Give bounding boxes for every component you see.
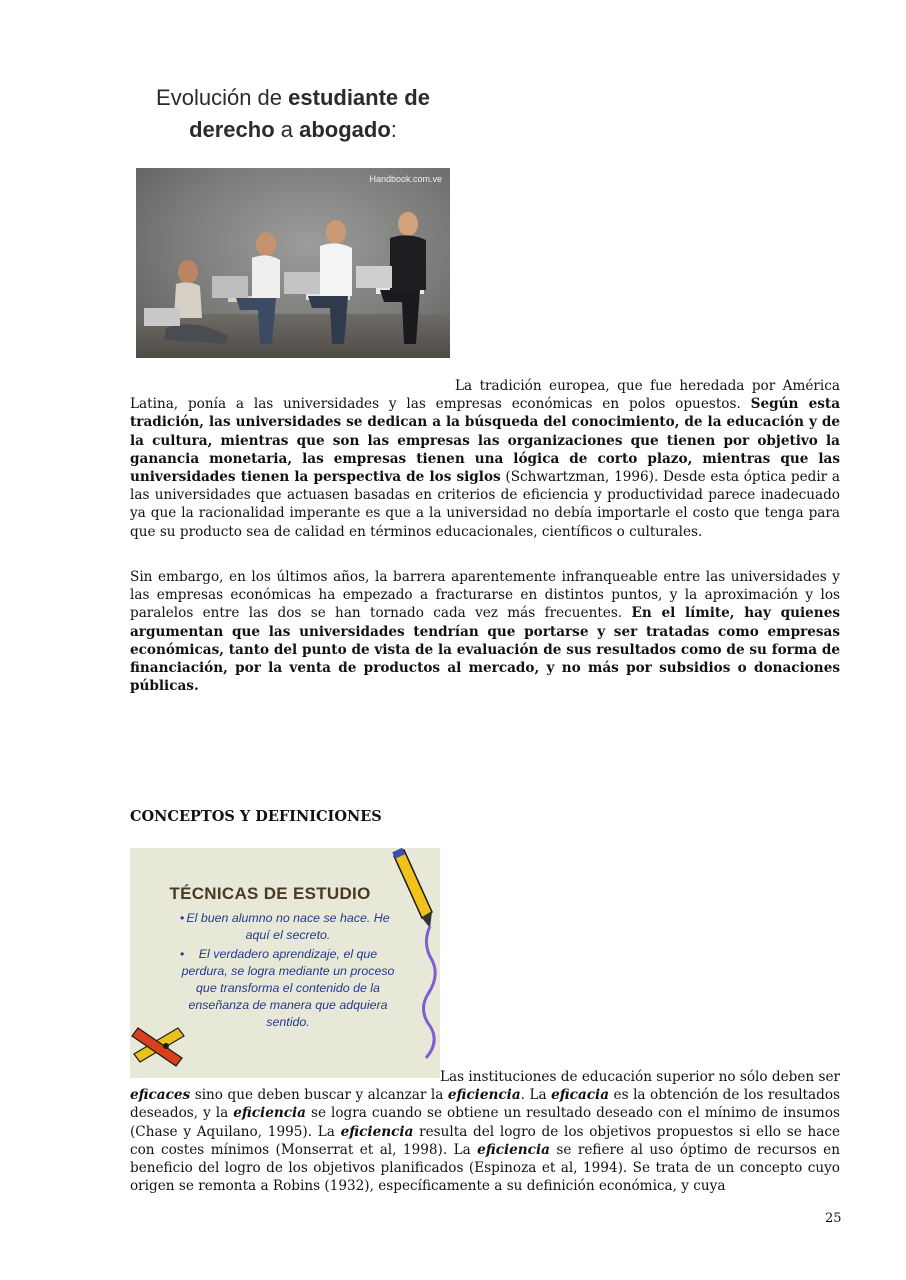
study-techniques-figure	[130, 848, 440, 1078]
section-heading: CONCEPTOS Y DEFINICIONES	[130, 808, 382, 825]
paragraph-bold-text: Según esta tradición, las universidades se dedican a la búsqueda del conocimiento, de la educación y de la cultura, mientras que son las empresas las organizaciones que tienen por objetivo la ganancia monetaria, las empresas tienen una lógica de corto plazo, mientras que las universidades tienen la perspectiva de los siglos	[130, 396, 841, 486]
paragraph-text: La tradición europea, que fue heredada por América Latina, ponía a las universidades y las empresas económicas en polos opuestos.	[130, 378, 840, 413]
term-emphasis: eficiencia	[447, 1087, 521, 1104]
photo-credit: Handbook.com.ve	[369, 174, 442, 184]
figure1-title-text: Evolución de	[156, 85, 289, 110]
students-to-lawyers-photo	[136, 168, 450, 358]
paragraph-barrier	[130, 568, 840, 695]
paragraph-text: (Schwartzman, 1996). Desde esta óptica pedir a las universidades que actuasen basadas en criterios de eficiencia y productividad parece inadecuado ya que la racionalidad imperante es que a la universidad no debía importarle el costo que tenga para que su producto sea de calidad en términos educacionales, científicos o culturales.	[130, 469, 841, 540]
figure1-title-bold: estudiante de	[288, 85, 430, 110]
figure1-title-bold: abogado	[299, 117, 391, 142]
person-chair-2	[284, 220, 352, 344]
figure1-title	[136, 82, 450, 146]
paragraph-text: Sin embargo, en los últimos años, la barrera aparentemente infranqueable entre las universidades y las empresas económicas ha empezado a fracturarse en distintos puntos, y la aproximación y los paralelos entre las dos se han tornado cada vez más frecuentes.	[130, 569, 840, 622]
term-emphasis: eficiencia	[340, 1123, 414, 1140]
bullet-icon: •	[180, 947, 185, 961]
paragraph-text: sino que deben buscar y alcanzar la	[190, 1087, 448, 1104]
person-sitting-floor	[144, 260, 228, 344]
page-number: 25	[825, 1211, 842, 1226]
figure2-title: TÉCNICAS DE ESTUDIO	[169, 884, 371, 903]
term-emphasis: eficiencia	[233, 1105, 306, 1122]
paragraph-bold-text: En el límite, hay quienes argumentan que las universidades tendrían que portarse y ser tratadas como empresas económicas, tanto del punto de vista de la evaluación de sus resultados como de su forma de financiación, por la venta de productos al mercado, y no más por subsidios o donaciones públicas.	[130, 605, 840, 695]
list-item-text: El buen alumno no nace se hace. He aquí el secreto.	[186, 911, 390, 942]
paragraph-text: es la obtención de los resultados deseados, y la	[130, 1087, 840, 1122]
term-emphasis: eficaces	[130, 1087, 191, 1104]
crossed-pencils-icon	[132, 1028, 184, 1066]
paragraph-text: se logra cuando se obtiene un resultado deseado con el mínimo de insumos (Chase y Aquilano, 1995). La	[130, 1105, 840, 1140]
paragraph-text: Las instituciones de educación superior no sólo deben ser	[440, 1069, 840, 1085]
figure2-decorations	[130, 848, 440, 1078]
person-chair-1	[212, 232, 280, 344]
paragraph-text: se refiere al uso óptimo de recursos en beneficio del logro de los objetivos planificados (Espinoza et al, 1994). Se trata de un concepto cuyo origen se remonta a Robins (1932), específicamente a su definición económica, y cuya	[130, 1141, 840, 1195]
term-emphasis: eficiencia	[477, 1141, 550, 1158]
purple-scribble-icon	[423, 926, 435, 1058]
term-emphasis: eficacia	[551, 1087, 610, 1104]
person-chair-3	[356, 212, 426, 344]
figure1-title-text: a	[274, 117, 300, 142]
bullet-icon: •	[180, 911, 185, 925]
figure1-title-text: :	[390, 117, 397, 142]
list-item-text: El verdadero aprendizaje, el que perdura, se logra mediante un proceso que transforma el contenido de la enseñanza de manera que adquiera sentido.	[181, 947, 395, 1029]
paragraph-tradition	[130, 377, 840, 541]
pencil-icon	[392, 848, 432, 928]
paragraph-text: . La	[520, 1087, 552, 1104]
paragraph-efficiency	[130, 1068, 840, 1195]
paragraph-text: resulta del logro de los objetivos propuestos si ello se hace con costes mínimos (Monserrat et al, 1998). La	[130, 1123, 840, 1158]
people-illustration	[136, 168, 450, 358]
figure1-title-bold: derecho	[189, 117, 275, 142]
